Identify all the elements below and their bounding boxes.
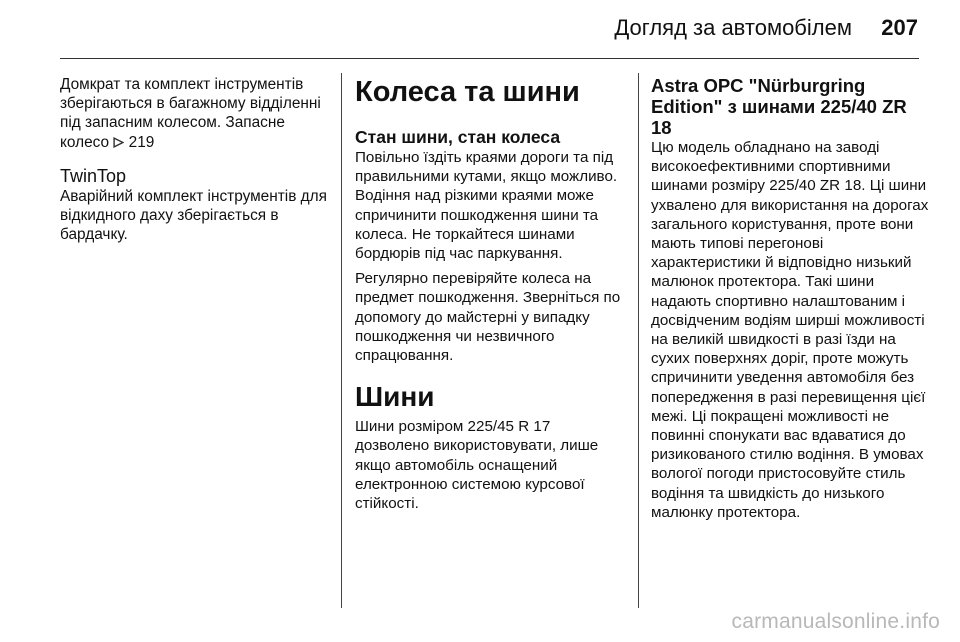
triangle-arrow-icon (113, 137, 124, 148)
column-divider-1 (341, 73, 342, 608)
column-3 (651, 75, 931, 522)
page-number: 207 (881, 15, 918, 40)
section-title: Колеса та шини (355, 76, 580, 108)
column-divider-2 (638, 73, 639, 608)
twintop-paragraph: Аварійний комплект інструментів для відкидного даху зберігається в бардачку. (60, 187, 327, 244)
watermark: carmanualsonline.info (731, 610, 940, 633)
tools-paragraph (60, 75, 332, 152)
header-rule (60, 58, 919, 59)
header-title: Догляд за автомобілем (614, 15, 852, 40)
tyre-condition-paragraph-1: Повільно їздіть краями дороги та під правильними кутами, якщо можливо. Водіння над різкими краями може спричинити пошкодження шини та колеса. Не торкайтеся шинами бордюрів під час паркування. (355, 149, 618, 263)
tyres-heading: Шини (355, 381, 435, 413)
twintop-heading: TwinTop (60, 165, 127, 186)
column-2 (355, 75, 627, 513)
tools-text: Домкрат та комплект інструментів зберігаються в багажному відділенні під запасним колесом. Запасне колесо (60, 76, 321, 151)
tyre-condition-heading: Стан шини, стан колеса (355, 127, 561, 147)
tyres-paragraph: Шини розміром 225/45 R 17 дозволено використовувати, лише якщо автомобіль оснащений електронною системою курсової стійкості. (355, 418, 599, 513)
tyre-condition-paragraph-2: Регулярно перевіряйте колеса на предмет пошкодження. Зверніться по допомогу до майстерні у випадку пошкодження чи незвичного спрацювання. (355, 270, 621, 365)
column-1 (60, 75, 332, 244)
opc-heading: Astra OPC "Nürburgring Edition" з шинами 225/40 ZR 18 (651, 75, 907, 138)
opc-paragraph: Цю модель обладнано на заводі високоефективними спортивними шинами розміру 225/40 ZR 18. Ці шини ухвалено для використання на дорогах загального користування, проте вони мають типові перегонові характеристики й відповідно низький малюнок протектора. Такі шини надають спортивно налаштованим і досвідченим водіям ширші можливості на великій швидкості в разі їзди на сухих поверхнях доріг, проте можуть спричинити уведення автомобіля без попередження в разі перевищення цієї межі. Ці покращені можливості не повинні спонукати вас вдаватися до ризикованого стилю водіння. В умовах вологої погоди пристосовуйте стиль водіння та швидкість до низького малюнку протектора. (651, 139, 929, 521)
page-reference[interactable]: 219 (128, 133, 155, 151)
